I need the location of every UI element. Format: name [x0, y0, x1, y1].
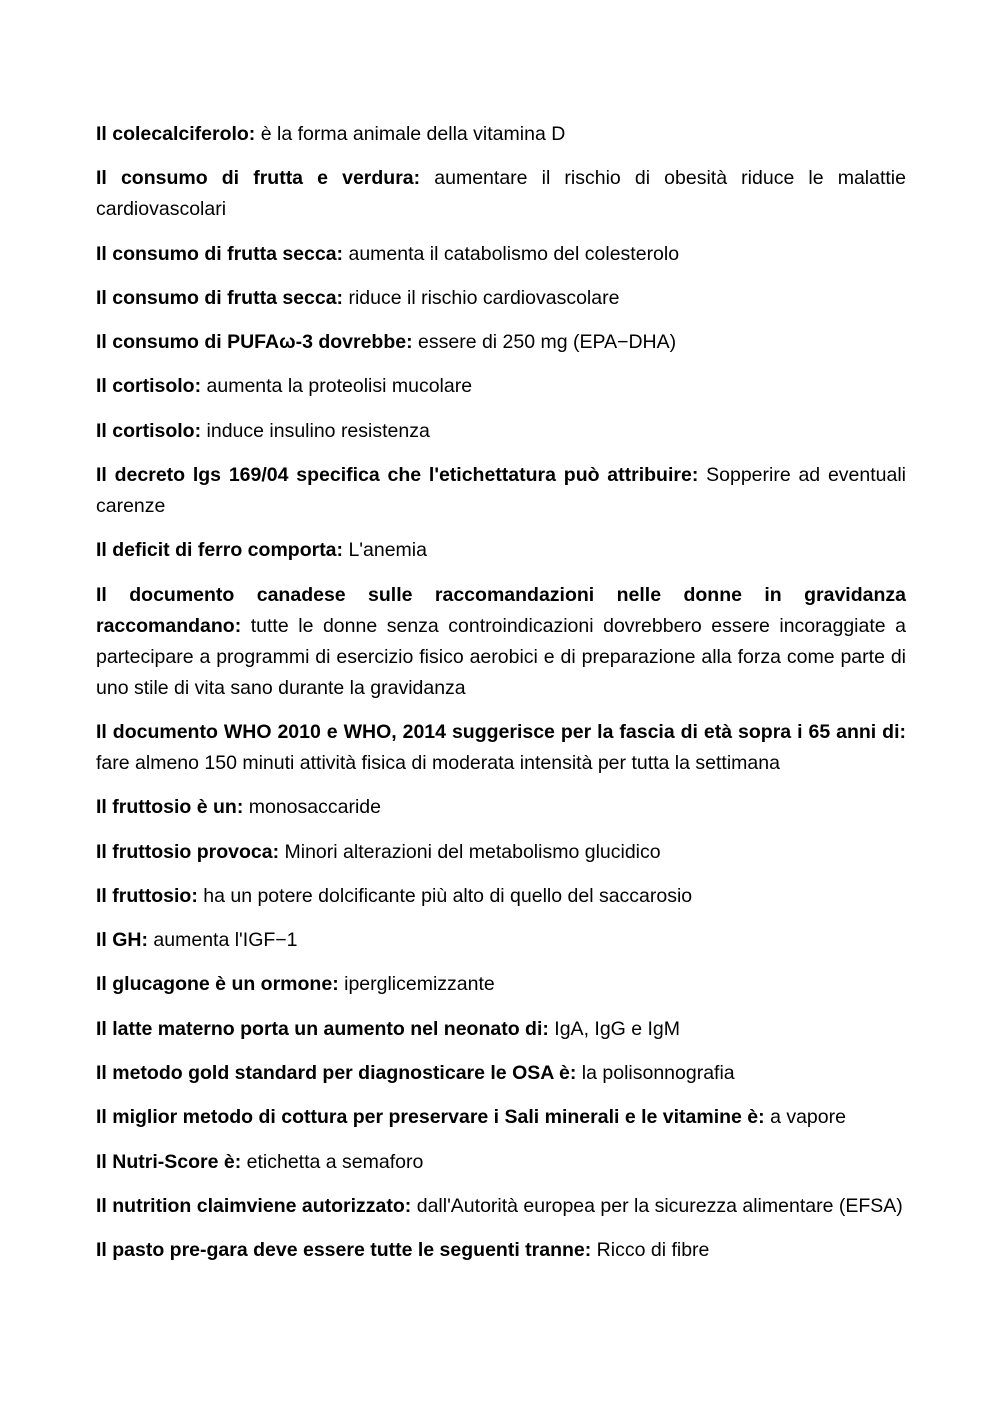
- entry-answer: è la forma animale della vitamina D: [260, 123, 566, 145]
- entry-answer: fare almeno 150 minuti attività fisica di moderata intensità per tutta la settimana: [96, 751, 780, 774]
- entry-nutri-score: [96, 1147, 906, 1178]
- entry-frutta-secca-rischio: [96, 283, 906, 314]
- entry-question: Il glucagone è un ormone:: [96, 973, 339, 996]
- entry-answer: ha un potere dolcificante più alto di quello del saccarosio: [203, 884, 693, 907]
- entry-question: Il fruttosio provoca:: [96, 840, 280, 863]
- entry-frutta-verdura: [96, 163, 906, 225]
- entry-fruttosio-provoca: [96, 837, 906, 868]
- entry-answer: essere di 250 mg (EPA−DHA): [418, 331, 677, 354]
- entry-glucagone: [96, 969, 906, 1000]
- entry-decreto: [96, 460, 906, 522]
- entry-deficit-ferro: [96, 535, 906, 566]
- entry-question: Il metodo gold standard per diagnosticare le OSA è:: [96, 1062, 577, 1085]
- entry-question: Il decreto lgs 169/04 specifica che l'etichettatura può attribuire:: [96, 464, 699, 487]
- entry-answer: tutte le donne senza controindicazioni dovrebbero essere incoraggiate a partecipare a programmi di esercizio fisico aerobici e di preparazione alla forza come parte di uno stile di vita sano durante la gravidanza: [96, 614, 906, 699]
- entry-question: Il consumo di frutta secca:: [96, 286, 344, 309]
- entry-question: Il consumo di frutta e verdura:: [96, 167, 421, 190]
- entry-answer: aumenta l'IGF−1: [153, 929, 298, 952]
- entry-answer: iperglicemizzante: [344, 973, 495, 996]
- entry-question: Il deficit di ferro comporta:: [96, 539, 344, 562]
- entry-answer: induce insulino resistenza: [206, 419, 430, 442]
- entry-answer: la polisonnografia: [581, 1062, 735, 1085]
- entry-fruttosio-monosaccaride: [96, 792, 906, 823]
- entry-latte-materno: [96, 1014, 906, 1045]
- entry-nutrition-claim: [96, 1191, 906, 1222]
- entry-answer: aumenta il catabolismo del colesterolo: [348, 242, 680, 265]
- entry-question: Il cortisolo:: [96, 375, 202, 398]
- entry-question: Il colecalciferolo:: [96, 123, 256, 145]
- entry-question: Il latte materno porta un aumento nel neonato di:: [96, 1017, 549, 1040]
- entry-cortisolo-insulino: [96, 416, 906, 447]
- entry-frutta-secca-colesterolo: [96, 239, 906, 270]
- entry-answer: a vapore: [770, 1106, 846, 1129]
- entry-cortisolo-proteolisi: [96, 371, 906, 402]
- entry-question: Il consumo di frutta secca:: [96, 242, 344, 265]
- entry-question: Il fruttosio è un:: [96, 796, 244, 819]
- entry-documento-who: [96, 717, 906, 779]
- entry-question: Il miglior metodo di cottura per preservare i Sali minerali e le vitamine è:: [96, 1106, 765, 1129]
- entry-gh: [96, 925, 906, 956]
- entry-pufa: [96, 327, 906, 358]
- entry-question: Il Nutri-Score è:: [96, 1150, 242, 1173]
- entry-answer: Minori alterazioni del metabolismo glucidico: [284, 840, 661, 863]
- entry-question: Il consumo di PUFAω-3 dovrebbe:: [96, 331, 413, 354]
- entry-answer: Sopperire ad eventuali carenze: [96, 464, 907, 518]
- entry-fruttosio-dolcificante: [96, 881, 906, 912]
- entry-cottura: [96, 1102, 906, 1133]
- entry-answer: monosaccaride: [248, 796, 381, 819]
- entry-documento-canadese: [96, 580, 906, 704]
- entry-answer: aumentare il rischio di obesità riduce le malattie cardiovascolari: [96, 167, 906, 221]
- document-page: [96, 119, 906, 1280]
- entry-answer: etichetta a semaforo: [246, 1150, 424, 1173]
- entry-answer: riduce il rischio cardiovascolare: [348, 286, 620, 309]
- entry-question: Il fruttosio:: [96, 884, 198, 907]
- entry-osa: [96, 1058, 906, 1089]
- entry-question: Il cortisolo:: [96, 419, 202, 442]
- entry-question: Il documento WHO 2010 e WHO, 2014 suggerisce per la fascia di età sopra i 65 anni di:: [96, 720, 906, 743]
- entry-answer: IgA, IgG e IgM: [554, 1017, 681, 1040]
- entry-question: Il GH:: [96, 929, 148, 952]
- entry-answer: Ricco di fibre: [596, 1239, 710, 1262]
- entry-colecalciferolo: [96, 119, 906, 150]
- entry-answer: L'anemia: [348, 539, 427, 562]
- entry-question: Il nutrition claimviene autorizzato:: [96, 1194, 412, 1217]
- entry-pasto-pre-gara: [96, 1235, 906, 1266]
- entry-answer: dall'Autorità europea per la sicurezza alimentare (EFSA): [416, 1194, 903, 1217]
- entry-answer: aumenta la proteolisi mucolare: [206, 375, 473, 398]
- entry-question: Il documento canadese sulle raccomandazioni nelle donne in gravidanza raccomandano:: [96, 583, 906, 637]
- entry-question: Il pasto pre-gara deve essere tutte le seguenti tranne:: [96, 1239, 592, 1262]
